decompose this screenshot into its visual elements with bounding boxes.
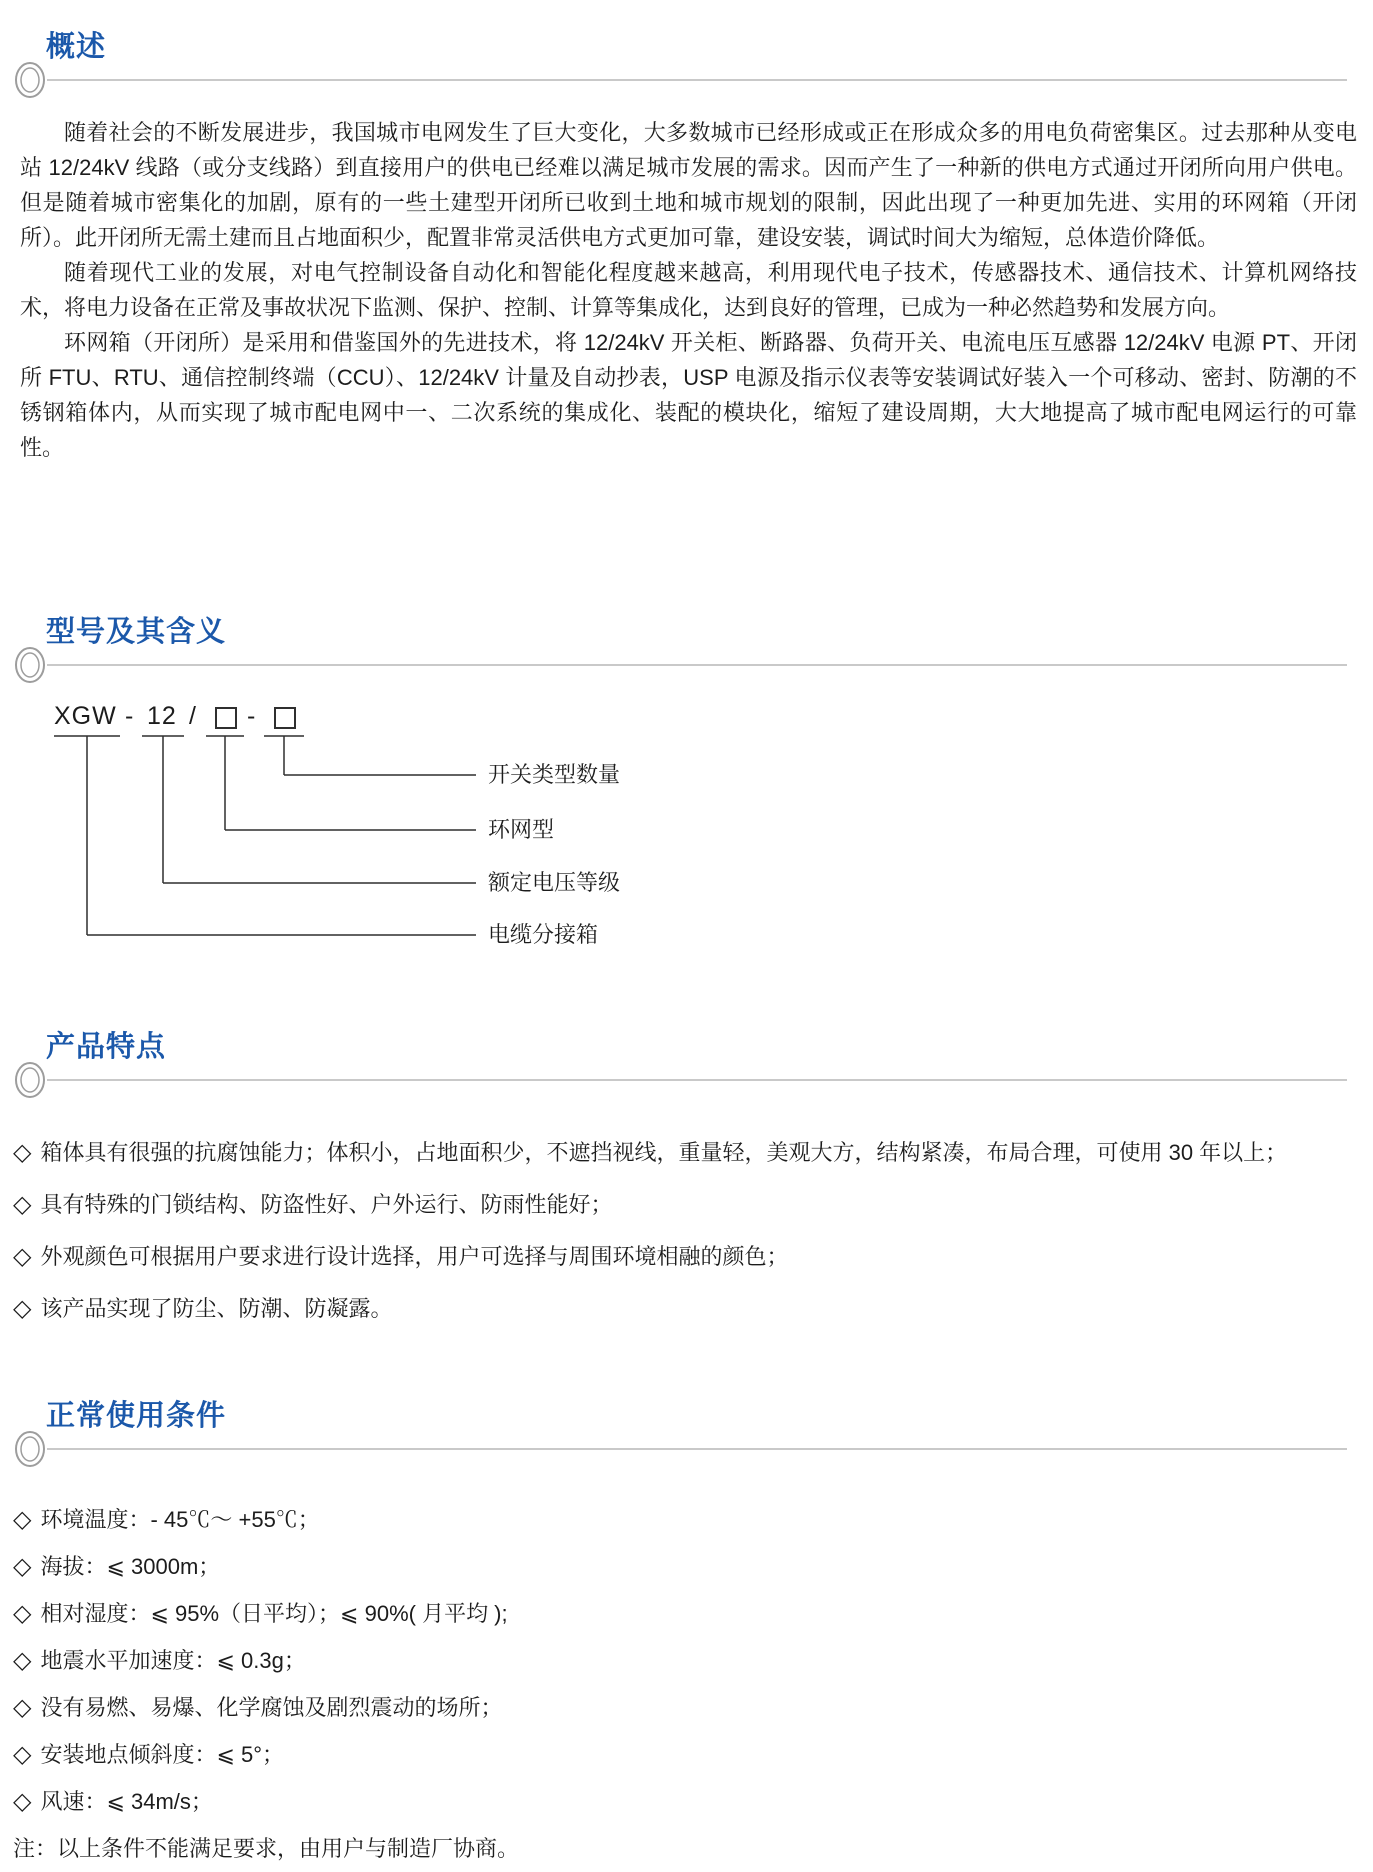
model-voltage-code: 12: [147, 702, 177, 730]
section-service-conditions: [0, 1397, 1373, 1872]
diamond-bullet-icon: ◇: [13, 1506, 32, 1533]
section-marker-icon: [12, 1059, 48, 1101]
list-item: [13, 1283, 1357, 1335]
section-model-designation: [0, 613, 1373, 966]
overview-paragraphs: [20, 115, 1357, 465]
list-item: [13, 1496, 1357, 1543]
feature-text: 该产品实现了防尘、防潮、防凝露。: [40, 1296, 393, 1321]
list-item: [13, 1637, 1357, 1684]
section-overview: [0, 0, 1373, 465]
model-label-rated-voltage: 额定电压等级: [488, 870, 621, 895]
overview-paragraph-2: 随着现代工业的发展，对电气控制设备自动化和智能化程度越来越高，利用现代电子技术，传感器技术、通信技术、计算机网络技术，将电力设备在正常及事故状况下监测、保护、控制、计算等集成化，达到良好的管理，已成为一种必然趋势和发展方向。: [20, 260, 1357, 320]
condition-text: 环境温度：- 45℃～ +55℃；: [40, 1507, 320, 1532]
diamond-bullet-icon: ◇: [13, 1741, 32, 1768]
model-placeholder-box-1: [215, 707, 237, 729]
model-designation-diagram: [0, 702, 1373, 966]
section-divider: [12, 59, 1347, 101]
divider-line: [47, 1448, 1347, 1450]
condition-text: 没有易燃、易爆、化学腐蚀及剧烈震动的场所；: [40, 1695, 503, 1720]
section-marker-icon: [12, 1428, 48, 1470]
section-divider: [12, 1059, 1347, 1101]
diamond-bullet-icon: ◇: [13, 1600, 32, 1627]
diamond-bullet-icon: ◇: [13, 1647, 32, 1674]
section-product-features: [0, 1028, 1373, 1335]
model-label-cable-branch-box: 电缆分接箱: [488, 922, 599, 947]
condition-text: 地震水平加速度：⩽ 0.3g；: [40, 1648, 306, 1673]
diamond-bullet-icon: ◇: [13, 1694, 32, 1721]
divider-line: [47, 79, 1347, 81]
feature-text: 具有特殊的门锁结构、防盗性好、户外运行、防雨性能好；: [40, 1192, 613, 1217]
model-series-code: XGW: [54, 702, 117, 730]
condition-text: 风速：⩽ 34m/s；: [40, 1789, 213, 1814]
section-marker-icon: [12, 644, 48, 686]
feature-text: 箱体具有很强的抗腐蚀能力；体积小，占地面积少，不遮挡视线，重量轻，美观大方，结构紧凑，布局合理，可使用 30 年以上；: [40, 1140, 1288, 1165]
diamond-bullet-icon: ◇: [13, 1139, 32, 1166]
conditions-list: [13, 1496, 1357, 1825]
feature-text: 外观颜色可根据用户要求进行设计选择，用户可选择与周围环境相融的颜色；: [40, 1244, 789, 1269]
list-item: [13, 1778, 1357, 1825]
section-marker-icon: [12, 59, 48, 101]
diamond-bullet-icon: ◇: [13, 1243, 32, 1270]
divider-line: [47, 664, 1347, 666]
diamond-bullet-icon: ◇: [13, 1788, 32, 1815]
overview-paragraph-1: 随着社会的不断发展进步，我国城市电网发生了巨大变化，大多数城市已经形成或正在形成众多的用电负荷密集区。过去那种从变电站 12/24kV 线路（或分支线路）到直接用户的供电已经难以满足城市发展的需求。因而产生了一种新的供电方式通过开闭所向用户供电。但是随着城市密集化的加剧，原有的一些土建型开闭所已收到土地和城市规划的限制，因此出现了一种更加先进、实用的环网箱（开闭所）。此开闭所无需土建而且占地面积少，配置非常灵活供电方式更加可靠，建设安装，调试时间大为缩短，总体造价降低。: [20, 120, 1357, 250]
list-item: [13, 1179, 1357, 1231]
condition-text: 海拔：⩽ 3000m；: [40, 1554, 221, 1579]
diagram-connector-lines: [0, 702, 1373, 966]
overview-paragraph-3: 环网箱（开闭所）是采用和借鉴国外的先进技术，将 12/24kV 开关柜、断路器、负荷开关、电流电压互感器 12/24kV 电源 PT、开闭所 FTU、RTU、通信控制终端（CCU）、12/24kV 计量及自动抄表，USP 电源及指示仪表等安装调试好装入一个可移动、密封、防潮的不锈钢箱体内，从而实现了城市配电网中一、二次系统的集成化、装配的模块化，缩短了建设周期，大大地提高了城市配电网运行的可靠性。: [20, 330, 1357, 460]
features-list: [13, 1127, 1357, 1335]
model-label-switch-type-qty: 开关类型数量: [488, 762, 621, 787]
model-separator-slash: /: [189, 702, 197, 730]
list-item: [13, 1731, 1357, 1778]
model-separator-dash: -: [247, 702, 257, 730]
list-item: [13, 1231, 1357, 1283]
model-placeholder-box-2: [274, 707, 296, 729]
section-title-features: 产品特点: [46, 1031, 167, 1063]
section-title-overview: 概述: [46, 31, 107, 63]
list-item: [13, 1684, 1357, 1731]
list-item: [13, 1590, 1357, 1637]
diamond-bullet-icon: ◇: [13, 1295, 32, 1322]
list-item: [13, 1127, 1357, 1179]
diamond-bullet-icon: ◇: [13, 1553, 32, 1580]
divider-line: [47, 1079, 1347, 1081]
conditions-note: 注：以上条件不能满足要求，由用户与制造厂协商。: [13, 1836, 520, 1861]
model-separator-dash: -: [125, 702, 135, 730]
section-title-conditions: 正常使用条件: [46, 1400, 227, 1432]
diamond-bullet-icon: ◇: [13, 1191, 32, 1218]
condition-text: 安装地点倾斜度：⩽ 5°；: [40, 1742, 285, 1767]
list-item: [13, 1543, 1357, 1590]
section-title-model: 型号及其含义: [46, 616, 227, 648]
model-label-ring-type: 环网型: [488, 817, 555, 842]
condition-text: 相对湿度：⩽ 95%（日平均）；⩽ 90%( 月平均 );: [40, 1601, 508, 1626]
